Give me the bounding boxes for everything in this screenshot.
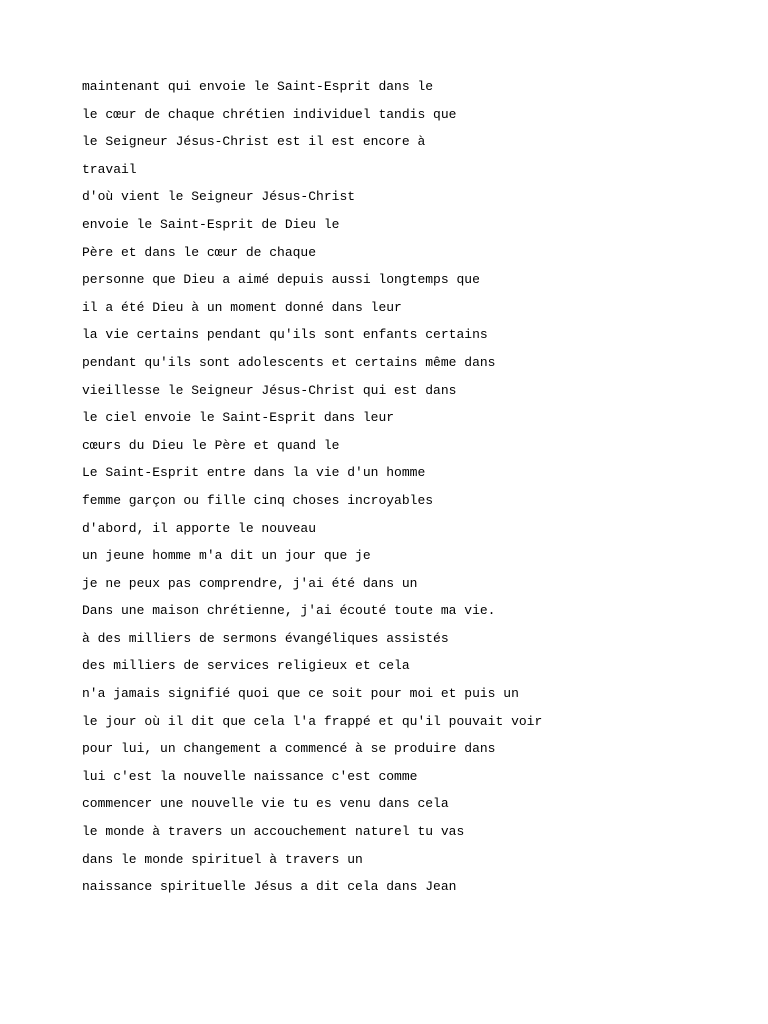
text-line: envoie le Saint-Esprit de Dieu le bbox=[82, 216, 340, 232]
text-line: personne que Dieu a aimé depuis aussi longtemps que bbox=[82, 272, 480, 288]
text-line: le monde à travers un accouchement naturel tu vas bbox=[82, 824, 465, 840]
text-line: naissance spirituelle Jésus a dit cela dans Jean bbox=[82, 879, 457, 895]
text-line: cœurs du Dieu le Père et quand le bbox=[82, 437, 340, 453]
text-line: vieillesse le Seigneur Jésus-Christ qui est dans bbox=[82, 382, 457, 398]
text-line: dans le monde spirituel à travers un bbox=[82, 851, 363, 867]
text-line: la vie certains pendant qu'ils sont enfants certains bbox=[82, 327, 488, 343]
text-line: à des milliers de sermons évangéliques assistés bbox=[82, 630, 449, 646]
text-line: maintenant qui envoie le Saint-Esprit dans le bbox=[82, 79, 434, 94]
text-line: le ciel envoie le Saint-Esprit dans leur bbox=[82, 410, 395, 426]
text-line: travail bbox=[82, 161, 137, 177]
text-line: d'où vient le Seigneur Jésus-Christ bbox=[82, 189, 356, 205]
text-line: des milliers de services religieux et cela bbox=[82, 658, 410, 674]
text-line: Le Saint-Esprit entre dans la vie d'un homme bbox=[82, 465, 426, 481]
text-line: pendant qu'ils sont adolescents et certains même dans bbox=[82, 354, 496, 370]
text-line: pour lui, un changement a commencé à se produire dans bbox=[82, 741, 496, 757]
text-line: le cœur de chaque chrétien individuel tandis que bbox=[82, 106, 457, 122]
text-line: Père et dans le cœur de chaque bbox=[82, 244, 317, 260]
text-line: Dans une maison chrétienne, j'ai écouté toute ma vie. bbox=[82, 603, 496, 619]
text-line: n'a jamais signifié quoi que ce soit pour moi et puis un bbox=[82, 686, 519, 702]
text-line: le jour où il dit que cela l'a frappé et qu'il pouvait voir bbox=[82, 713, 543, 729]
text-line: lui c'est la nouvelle naissance c'est comme bbox=[82, 768, 418, 784]
text-line: un jeune homme m'a dit un jour que je bbox=[82, 548, 371, 564]
text-line: le Seigneur Jésus-Christ est il est encore à bbox=[82, 134, 426, 150]
text-line: d'abord, il apporte le nouveau bbox=[82, 520, 317, 536]
text-body bbox=[82, 73, 742, 901]
text-line: femme garçon ou fille cinq choses incroyables bbox=[82, 492, 434, 508]
text-line: commencer une nouvelle vie tu es venu dans cela bbox=[82, 796, 449, 812]
text-line: il a été Dieu à un moment donné dans leur bbox=[82, 299, 402, 315]
text-line: je ne peux pas comprendre, j'ai été dans un bbox=[82, 575, 418, 591]
